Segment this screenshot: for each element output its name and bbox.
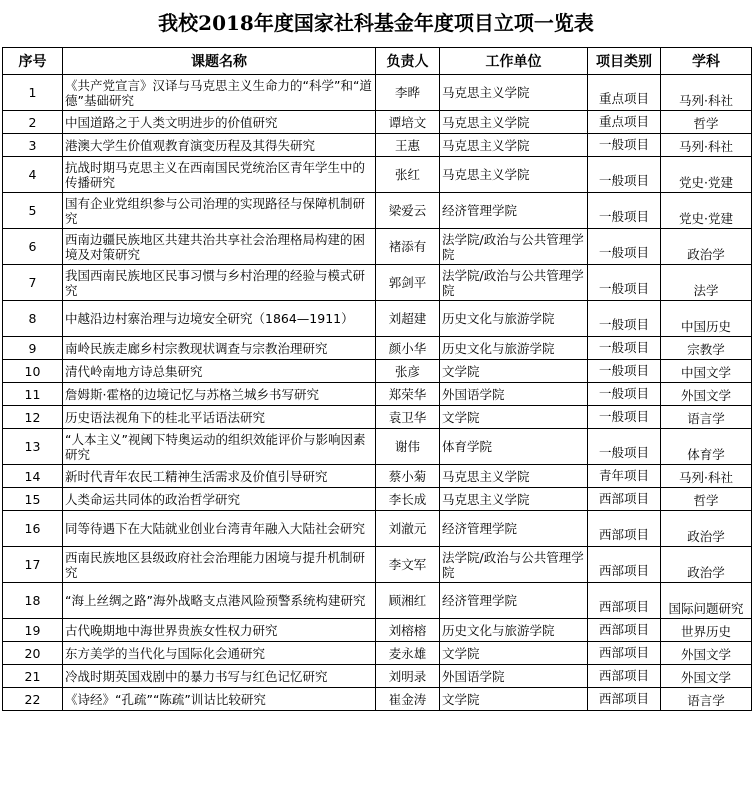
cell-title: 东方美学的当代化与国际化会通研究: [63, 642, 376, 665]
cell-subject: 哲学: [661, 488, 752, 511]
cell-subject: 政治学: [661, 547, 752, 583]
cell-no: 14: [3, 465, 63, 488]
table-row: [3, 583, 752, 619]
cell-unit: 马克思主义学院: [440, 488, 588, 511]
table-row: [3, 406, 752, 429]
cell-category: 一般项目: [588, 429, 661, 465]
table-row: [3, 383, 752, 406]
cell-subject: 党史·党建: [661, 157, 752, 193]
cell-leader: 谢伟: [376, 429, 440, 465]
cell-no: 1: [3, 75, 63, 111]
cell-leader: 李文军: [376, 547, 440, 583]
cell-subject: 中国历史: [661, 301, 752, 337]
cell-category: 青年项目: [588, 465, 661, 488]
cell-subject: 外国文学: [661, 642, 752, 665]
cell-category: 重点项目: [588, 75, 661, 111]
cell-leader: 刘澈元: [376, 511, 440, 547]
cell-category: 西部项目: [588, 688, 661, 711]
cell-title: 人类命运共同体的政治哲学研究: [63, 488, 376, 511]
cell-category: 一般项目: [588, 301, 661, 337]
cell-leader: 王惠: [376, 134, 440, 157]
cell-leader: 袁卫华: [376, 406, 440, 429]
table-row: [3, 665, 752, 688]
cell-no: 11: [3, 383, 63, 406]
cell-unit: 马克思主义学院: [440, 134, 588, 157]
cell-subject: 宗教学: [661, 337, 752, 360]
cell-leader: 李长成: [376, 488, 440, 511]
cell-category: 西部项目: [588, 511, 661, 547]
cell-unit: 文学院: [440, 688, 588, 711]
cell-subject: 政治学: [661, 229, 752, 265]
cell-unit: 历史文化与旅游学院: [440, 619, 588, 642]
cell-subject: 世界历史: [661, 619, 752, 642]
cell-unit: 历史文化与旅游学院: [440, 337, 588, 360]
cell-no: 20: [3, 642, 63, 665]
cell-leader: 崔金涛: [376, 688, 440, 711]
header-title: 课题名称: [63, 48, 376, 75]
table-row: [3, 111, 752, 134]
cell-title: 《诗经》“孔疏”“陈疏”训诂比较研究: [63, 688, 376, 711]
table-row: [3, 465, 752, 488]
cell-title: 新时代青年农民工精神生活需求及价值引导研究: [63, 465, 376, 488]
cell-title: 同等待遇下在大陆就业创业台湾青年融入大陆社会研究: [63, 511, 376, 547]
cell-title: 历史语法视角下的桂北平话语法研究: [63, 406, 376, 429]
cell-title: 詹姆斯·霍格的边境记忆与苏格兰城乡书写研究: [63, 383, 376, 406]
cell-category: 西部项目: [588, 547, 661, 583]
page-title: 我校2018年度国家社科基金年度项目立项一览表: [158, 11, 594, 35]
cell-leader: 张红: [376, 157, 440, 193]
cell-subject: 体育学: [661, 429, 752, 465]
cell-title: 中越沿边村寨治理与边境安全研究（1864—1911）: [63, 301, 376, 337]
cell-category: 一般项目: [588, 157, 661, 193]
cell-title: 冷战时期英国戏剧中的暴力书写与红色记忆研究: [63, 665, 376, 688]
cell-subject: 党史·党建: [661, 193, 752, 229]
cell-category: 一般项目: [588, 406, 661, 429]
cell-subject: 马列·科社: [661, 134, 752, 157]
table-row: [3, 688, 752, 711]
cell-leader: 刘超建: [376, 301, 440, 337]
cell-unit: 马克思主义学院: [440, 111, 588, 134]
cell-leader: 刘明录: [376, 665, 440, 688]
cell-category: 一般项目: [588, 337, 661, 360]
cell-no: 22: [3, 688, 63, 711]
table-row: [3, 301, 752, 337]
cell-title: 《共产党宣言》汉译与马克思主义生命力的“科学”和“道德”基础研究: [63, 75, 376, 111]
table-row: [3, 360, 752, 383]
table-row: [3, 193, 752, 229]
cell-no: 8: [3, 301, 63, 337]
cell-leader: 张彦: [376, 360, 440, 383]
cell-leader: 麦永雄: [376, 642, 440, 665]
header-subject: 学科: [661, 48, 752, 75]
cell-unit: 法学院/政治与公共管理学院: [440, 265, 588, 301]
cell-category: 一般项目: [588, 134, 661, 157]
cell-subject: 外国文学: [661, 383, 752, 406]
cell-category: 一般项目: [588, 265, 661, 301]
cell-title: 西南民族地区县级政府社会治理能力困境与提升机制研究: [63, 547, 376, 583]
cell-title: 我国西南民族地区民事习惯与乡村治理的经验与模式研究: [63, 265, 376, 301]
cell-no: 5: [3, 193, 63, 229]
cell-title: 港澳大学生价值观教育演变历程及其得失研究: [63, 134, 376, 157]
table-row: [3, 511, 752, 547]
cell-leader: 颜小华: [376, 337, 440, 360]
cell-leader: 刘榕榕: [376, 619, 440, 642]
cell-unit: 外国语学院: [440, 383, 588, 406]
cell-leader: 蔡小菊: [376, 465, 440, 488]
table-row: [3, 429, 752, 465]
cell-title: 国有企业党组织参与公司治理的实现路径与保障机制研究: [63, 193, 376, 229]
cell-title: 中国道路之于人类文明进步的价值研究: [63, 111, 376, 134]
cell-no: 7: [3, 265, 63, 301]
table-row: [3, 265, 752, 301]
cell-subject: 语言学: [661, 688, 752, 711]
cell-no: 19: [3, 619, 63, 642]
cell-unit: 外国语学院: [440, 665, 588, 688]
cell-category: 西部项目: [588, 665, 661, 688]
cell-no: 18: [3, 583, 63, 619]
cell-no: 21: [3, 665, 63, 688]
cell-category: 一般项目: [588, 193, 661, 229]
cell-no: 10: [3, 360, 63, 383]
cell-no: 17: [3, 547, 63, 583]
cell-leader: 郭剑平: [376, 265, 440, 301]
cell-title: “海上丝绸之路”海外战略支点港风险预警系统构建研究: [63, 583, 376, 619]
cell-subject: 哲学: [661, 111, 752, 134]
cell-subject: 语言学: [661, 406, 752, 429]
cell-unit: 经济管理学院: [440, 193, 588, 229]
cell-leader: 李晔: [376, 75, 440, 111]
table-row: [3, 337, 752, 360]
cell-subject: 国际问题研究: [661, 583, 752, 619]
cell-unit: 法学院/政治与公共管理学院: [440, 229, 588, 265]
cell-leader: 梁爱云: [376, 193, 440, 229]
cell-subject: 中国文学: [661, 360, 752, 383]
cell-unit: 文学院: [440, 642, 588, 665]
cell-unit: 经济管理学院: [440, 583, 588, 619]
cell-no: 2: [3, 111, 63, 134]
cell-subject: 外国文学: [661, 665, 752, 688]
header-leader: 负责人: [376, 48, 440, 75]
cell-no: 4: [3, 157, 63, 193]
cell-category: 西部项目: [588, 583, 661, 619]
cell-title: 古代晚期地中海世界贵族女性权力研究: [63, 619, 376, 642]
cell-category: 一般项目: [588, 383, 661, 406]
table-row: [3, 75, 752, 111]
cell-category: 一般项目: [588, 360, 661, 383]
cell-no: 16: [3, 511, 63, 547]
cell-no: 12: [3, 406, 63, 429]
projects-table: [2, 47, 752, 711]
cell-unit: 文学院: [440, 360, 588, 383]
cell-subject: 马列·科社: [661, 465, 752, 488]
cell-unit: 经济管理学院: [440, 511, 588, 547]
cell-unit: 体育学院: [440, 429, 588, 465]
cell-category: 西部项目: [588, 488, 661, 511]
cell-title: 西南边疆民族地区共建共治共享社会治理格局构建的困境及对策研究: [63, 229, 376, 265]
cell-unit: 历史文化与旅游学院: [440, 301, 588, 337]
cell-no: 13: [3, 429, 63, 465]
cell-unit: 法学院/政治与公共管理学院: [440, 547, 588, 583]
header-no: 序号: [3, 48, 63, 75]
cell-no: 3: [3, 134, 63, 157]
cell-title: 抗战时期马克思主义在西南国民党统治区青年学生中的传播研究: [63, 157, 376, 193]
cell-no: 6: [3, 229, 63, 265]
cell-title: 清代岭南地方诗总集研究: [63, 360, 376, 383]
cell-unit: 马克思主义学院: [440, 157, 588, 193]
table-row: [3, 134, 752, 157]
cell-leader: 谭培文: [376, 111, 440, 134]
table-row: [3, 642, 752, 665]
cell-unit: 马克思主义学院: [440, 465, 588, 488]
cell-no: 9: [3, 337, 63, 360]
table-row: [3, 619, 752, 642]
cell-unit: 文学院: [440, 406, 588, 429]
table-row: [3, 229, 752, 265]
cell-no: 15: [3, 488, 63, 511]
header-unit: 工作单位: [440, 48, 588, 75]
header-category: 项目类别: [588, 48, 661, 75]
cell-leader: 褚添有: [376, 229, 440, 265]
cell-category: 重点项目: [588, 111, 661, 134]
cell-subject: 马列·科社: [661, 75, 752, 111]
cell-title: 南岭民族走廊乡村宗教现状调查与宗教治理研究: [63, 337, 376, 360]
cell-category: 西部项目: [588, 619, 661, 642]
header-row: [3, 48, 752, 75]
table-row: [3, 488, 752, 511]
table-row: [3, 547, 752, 583]
cell-subject: 政治学: [661, 511, 752, 547]
cell-leader: 顾湘红: [376, 583, 440, 619]
cell-leader: 郑荣华: [376, 383, 440, 406]
cell-subject: 法学: [661, 265, 752, 301]
cell-unit: 马克思主义学院: [440, 75, 588, 111]
cell-title: “人本主义”视阈下特奥运动的组织效能评价与影响因素研究: [63, 429, 376, 465]
cell-category: 西部项目: [588, 642, 661, 665]
table-row: [3, 157, 752, 193]
cell-category: 一般项目: [588, 229, 661, 265]
